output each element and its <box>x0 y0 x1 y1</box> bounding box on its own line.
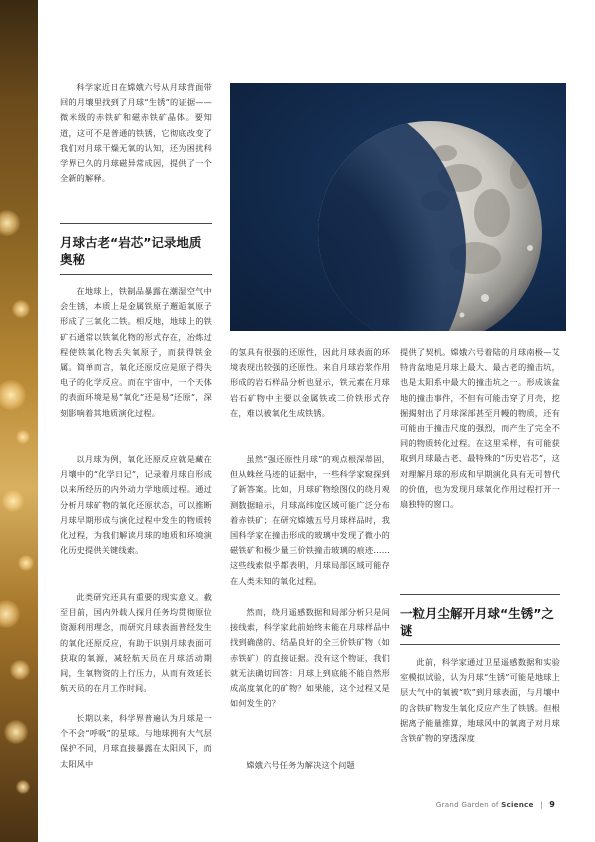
body-paragraph: 然而，绕月遥感数据和局部分析只是间接线索，科学家此前始终未能在月球样品中找到确凿的、结晶良好的全三价铁矿物（如赤铁矿）的直接证据。没有这个物证，我们就无法确切回答：月球上到底能不能自然形成高度氧化的矿物？如果能，这个过程又是如何发生的？ <box>230 607 390 709</box>
body-paragraph: 此类研究还具有重要的现实意义。截至目前，国内外载人探月任务均贯彻原位资源利用理念，而研究月球表面普经发生的氧化还原反应，有助于识别月球表面可获取的氧源，减轻航天员在月球活动期间，生氧物资的上行压力，从而有效延长航天员的在月工作时间。 <box>60 592 212 694</box>
body-paragraph: 长期以来，科学界普遍认为月球是一个不会“呼吸”的星球。与地球拥有大气层保护不同，月球直接暴露在太阳风下，而太阳风中 <box>60 713 212 769</box>
footer-separator: | <box>540 800 543 809</box>
footer-brand: Grand Garden of <box>435 800 502 809</box>
intro-paragraph: 科学家近日在嫦娥六号从月球背面带回的月壤里找到了月球“生锈”的证据——微米级的赤铁矿和磁赤铁矿晶体。要知道，这可不是普通的铁锈，它彻底改变了我们对月球干燥无氧的认知，还为困扰科学界已久的月球磁异常成因，提供了一个全新的解释。 <box>60 82 212 184</box>
section-divider-bottom <box>400 644 560 645</box>
body-paragraph: 以月球为例，氧化还原反应就是藏在月壤中的“化学日记”，记录着月球自形成以来所经历的内外动力学地质过程。通过分析月球矿物的氧化还原状态，可以推断月球早期形成与演化过程中发生的物质转化过程，为我们解读月球的地质和环境演化历史提供关键线索。 <box>60 454 212 556</box>
body-paragraph: 在地球上，铁制品暴露在潮湿空气中会生锈，本质上是金属铁原子邂逅氧原子形成了三氧化二铁。相反地，地球上的铁矿石通常以铁氧化物的形式存在，冶炼过程使铁氧化物丢失氧原子，而获得铁金属。简单而言，氧化还原反应是原子得失电子的化学反应。而在宇宙中，一个天体的表面环境是易“氧化”还是易“还原”，深刻影响着其地质演化过程。 <box>60 286 212 418</box>
body-paragraph: 虽然“强还原性月球”的观点根深蒂固，但从蛛丝马迹的证据中，一些科学家窥探到了新答案。比如，月球矿物绘图仪的绕月观测数据暗示，月球高纬度区域可能广泛分布着赤铁矿；在研究嫦娥五号月球样品时，我国科学家在撞击形成的玻璃中发现了微小的磁铁矿和极少量三价铁撞击玻璃的痕迹……这些线索似乎都表明，月球局部区域可能存在人类未知的氧化过程。 <box>230 454 390 586</box>
section-divider-top <box>400 594 560 595</box>
moon-photo <box>230 83 566 331</box>
body-paragraph-continued: 提供了契机。嫦娥六号着陆的月球南极—艾特肯盆地是月球上最大、最古老的撞击坑，也是太阳系中最大的撞击坑之一。形成该盆地的撞击事件，不但有可能击穿了月壳，挖掘揭射出了月球深部甚至月幔的物质，还有可能由于撞击尺度的强烈，而产生了完全不同的物质转化过程。在这里采样，有可能获取到月球最古老、最特殊的“历史岩芯”，这对理解月球的形成和早期演化具有无可替代的价值，也为发现月球氧化作用过程打开一扇独特的窗口。 <box>400 347 560 510</box>
decorative-side-strip <box>0 0 38 842</box>
body-paragraph-continued: 的氢具有很强的还原性，因此月球表面的环境表现出较强的还原性。来自月球岩浆作用形成的岩石样品分析也显示，铁元素在月球岩石矿物中主要以金属铁或二价铁形式存在，难以被氧化生成铁锈。 <box>230 347 390 418</box>
section-divider-bottom <box>60 274 212 275</box>
section2-heading: 一粒月尘解开月球“生锈”之谜 <box>400 606 554 638</box>
footer-brand-science: Science <box>501 800 534 809</box>
page-footer <box>436 800 555 809</box>
moon-image <box>230 83 566 331</box>
body-paragraph: 嫦娥六号任务为解决这个问题 <box>246 760 355 770</box>
page-number: 9 <box>549 800 555 809</box>
body-paragraph: 此前，科学家通过卫星遥感数据和实验室模拟试验，认为月球“生锈”可能是地球上层大气中的氧被“吹”到月球表面，与月壤中的含铁矿物发生氧化反应产生了铁锈。但根据离子能量推算，地球风中的氧离子对月球含铁矿物的穿透深度 <box>400 657 560 744</box>
section1-heading: 月球古老“岩芯”记录地质奥秘 <box>60 235 202 267</box>
section-divider-top <box>60 223 212 224</box>
